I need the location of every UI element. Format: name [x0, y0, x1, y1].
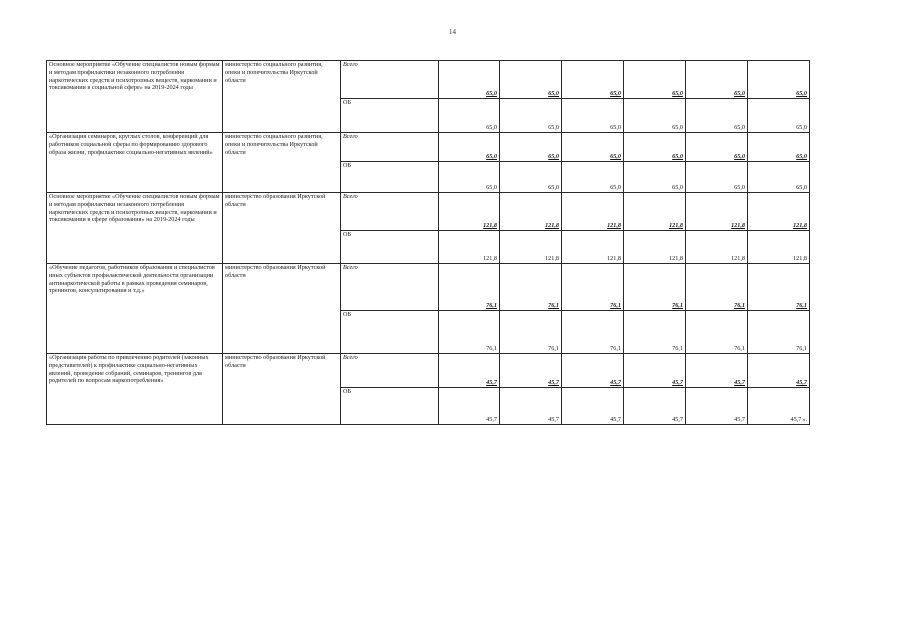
- amount-ob-value: 76,1: [734, 345, 745, 353]
- budget-table: [46, 60, 810, 425]
- table-row-total: [47, 354, 810, 388]
- amount-total-cell: 65,0: [500, 61, 562, 99]
- amount-total-cell: 65,0: [686, 61, 748, 99]
- amount-ob-value: 65,0: [734, 184, 745, 192]
- amount-ob-value: 65,0: [796, 124, 807, 132]
- responsible-executor: министерство образования Иркутской области: [223, 264, 341, 354]
- table-row-total: [47, 61, 810, 99]
- amount-ob-cell: [748, 99, 810, 133]
- table-row-total: [47, 133, 810, 162]
- funding-source-total: Всего: [341, 61, 439, 99]
- responsible-executor: министерство образования Иркутской области: [223, 354, 341, 425]
- amount-ob-cell: [624, 231, 686, 264]
- closing-quote-mark: ».: [802, 416, 807, 424]
- amount-ob-value: 65,0: [672, 184, 683, 192]
- amount-total-cell: 65,0: [748, 133, 810, 162]
- page-number: 14: [449, 28, 456, 36]
- funding-source-ob: ОБ: [341, 99, 439, 133]
- amount-total-cell: 76,1: [686, 264, 748, 311]
- amount-total-cell: 65,0: [500, 133, 562, 162]
- amount-ob-value: 45,7: [610, 416, 621, 424]
- funding-source-total: Всего: [341, 354, 439, 388]
- amount-total-cell: 76,1: [748, 264, 810, 311]
- amount-ob-value: 65,0: [486, 124, 497, 132]
- amount-total-cell: 45,7: [686, 354, 748, 388]
- amount-ob-cell: [748, 231, 810, 264]
- amount-ob-cell: [624, 99, 686, 133]
- amount-ob-cell: [624, 311, 686, 354]
- amount-ob-value: 65,0: [672, 124, 683, 132]
- amount-ob-cell: [500, 231, 562, 264]
- amount-ob-cell: [562, 311, 624, 354]
- amount-total-cell: 65,0: [562, 61, 624, 99]
- funding-source-ob: ОБ: [341, 388, 439, 425]
- funding-source-total: Всего: [341, 193, 439, 231]
- amount-ob-value: 45,7: [486, 416, 497, 424]
- funding-source-ob: ОБ: [341, 311, 439, 354]
- amount-ob-value: 45,7: [734, 416, 745, 424]
- amount-ob-cell: [624, 388, 686, 425]
- amount-total-cell: 76,1: [500, 264, 562, 311]
- amount-ob-value: 121,8: [607, 255, 621, 263]
- amount-total-cell: 45,7: [439, 354, 500, 388]
- amount-ob-value: 76,1: [548, 345, 559, 353]
- amount-ob-cell: [624, 162, 686, 193]
- amount-ob-cell: [562, 162, 624, 193]
- amount-ob-value: 65,0: [734, 124, 745, 132]
- amount-total-cell: 121,8: [624, 193, 686, 231]
- amount-ob-cell: [686, 311, 748, 354]
- amount-ob-value: 45,7: [548, 416, 559, 424]
- responsible-executor: министерство социального развития, опеки и попечительства Иркутской области: [223, 61, 341, 133]
- amount-ob-value: 76,1: [672, 345, 683, 353]
- amount-total-cell: 76,1: [439, 264, 500, 311]
- amount-ob-cell: [686, 231, 748, 264]
- amount-ob-value: 121,8: [483, 255, 497, 263]
- amount-ob-cell: [439, 162, 500, 193]
- activity-description: Основное мероприятие «Обучение специалистов новым формам и методам профилактики незаконного потребления наркотических средств и психотропных веществ, наркомании и токсикомании в социальной сфере» на 2019-2024 годы: [47, 61, 223, 133]
- amount-ob-cell: [562, 388, 624, 425]
- amount-total-cell: 65,0: [562, 133, 624, 162]
- funding-source-ob: ОБ: [341, 162, 439, 193]
- amount-total-cell: 65,0: [439, 133, 500, 162]
- activity-description: «Обучение педагогов, работников образования и специалистов иных субъектов профилактической деятельности организации антинаркотической работы в рамках проведения семинаров, тренингов, консультирования и т.д.»: [47, 264, 223, 354]
- activity-description: «Организация работы по привлечению родителей (законных представителей) к профилактике социально-негативных явлений, проведение собраний, семинаров, тренингов для родителей по вопросам наркопотребления»: [47, 354, 223, 425]
- amount-ob-value: 65,0: [486, 184, 497, 192]
- amount-ob-value: 65,0: [610, 184, 621, 192]
- amount-ob-cell: [686, 162, 748, 193]
- amount-ob-value: 76,1: [610, 345, 621, 353]
- responsible-executor: министерство образования Иркутской области: [223, 193, 341, 264]
- amount-ob-value: 121,8: [669, 255, 683, 263]
- amount-ob-cell: [686, 388, 748, 425]
- amount-ob-value: 65,0: [610, 124, 621, 132]
- funding-source-total: Всего: [341, 264, 439, 311]
- amount-ob-cell: [500, 99, 562, 133]
- amount-total-cell: 121,8: [686, 193, 748, 231]
- amount-ob-value: 121,8: [545, 255, 559, 263]
- amount-total-cell: 121,8: [748, 193, 810, 231]
- activity-description: Основное мероприятие «Обучение специалистов новым формам и методам профилактики незаконного потребления наркотических средств и психотропных веществ, наркомании и токсикомании в сфере образования» на 2019-2024 годы: [47, 193, 223, 264]
- amount-ob-cell: [748, 388, 810, 425]
- amount-total-cell: 76,1: [562, 264, 624, 311]
- amount-ob-value: 121,8: [793, 255, 807, 263]
- table-body: [47, 61, 810, 425]
- amount-ob-cell: [439, 311, 500, 354]
- amount-ob-cell: [439, 231, 500, 264]
- amount-total-cell: 45,7: [624, 354, 686, 388]
- amount-total-cell: 76,1: [624, 264, 686, 311]
- amount-ob-cell: [562, 231, 624, 264]
- amount-ob-value: 65,0: [548, 184, 559, 192]
- amount-ob-cell: [500, 162, 562, 193]
- table-row-total: [47, 193, 810, 231]
- amount-total-cell: 121,8: [562, 193, 624, 231]
- amount-ob-value: 65,0: [796, 184, 807, 192]
- table-row-total: [47, 264, 810, 311]
- amount-ob-cell: [748, 311, 810, 354]
- activity-description: «Организация семинаров, круглых столов, конференций для работников социальной сферы по формированию здорового образа жизни, профилактике социально-негативных явлений»: [47, 133, 223, 193]
- amount-ob-value: 76,1: [486, 345, 497, 353]
- amount-total-cell: 65,0: [624, 133, 686, 162]
- amount-total-cell: 121,8: [500, 193, 562, 231]
- amount-ob-cell: [500, 311, 562, 354]
- amount-total-cell: 45,7: [748, 354, 810, 388]
- amount-ob-value: 76,1: [796, 345, 807, 353]
- amount-total-cell: 65,0: [439, 61, 500, 99]
- amount-ob-cell: [686, 99, 748, 133]
- funding-source-ob: ОБ: [341, 231, 439, 264]
- responsible-executor: министерство социального развития, опеки и попечительства Иркутской области: [223, 133, 341, 193]
- amount-ob-cell: [439, 99, 500, 133]
- amount-total-cell: 65,0: [624, 61, 686, 99]
- amount-ob-value: 65,0: [548, 124, 559, 132]
- amount-ob-cell: [439, 388, 500, 425]
- amount-ob-value: 45,7: [672, 416, 683, 424]
- amount-total-cell: 65,0: [686, 133, 748, 162]
- amount-total-cell: 65,0: [748, 61, 810, 99]
- amount-ob-cell: [748, 162, 810, 193]
- funding-source-total: Всего: [341, 133, 439, 162]
- amount-ob-value: 45,7: [790, 416, 802, 424]
- amount-total-cell: 45,7: [562, 354, 624, 388]
- amount-ob-cell: [562, 99, 624, 133]
- amount-ob-value: 121,8: [731, 255, 745, 263]
- amount-ob-cell: [500, 388, 562, 425]
- amount-total-cell: 45,7: [500, 354, 562, 388]
- amount-total-cell: 121,8: [439, 193, 500, 231]
